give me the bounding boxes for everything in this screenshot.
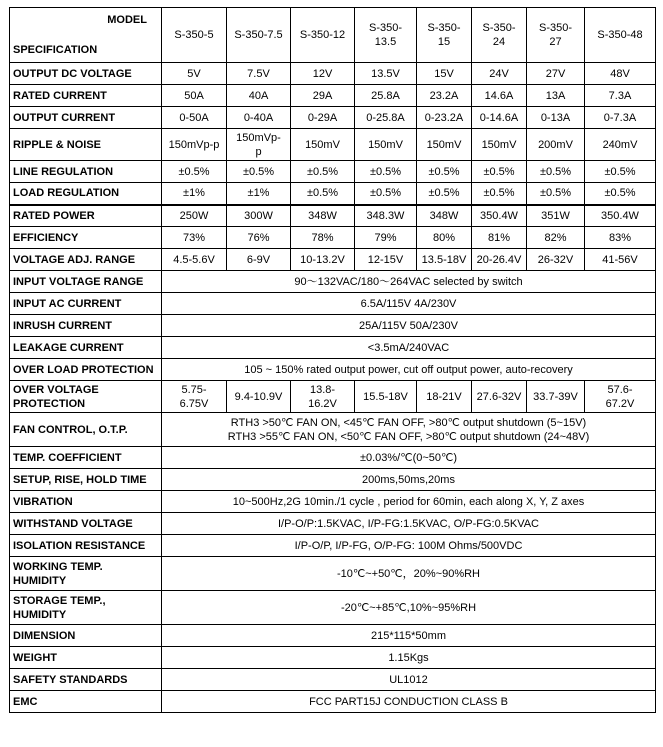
spec-value-cell: 9.4-10.9V: [227, 381, 291, 413]
spec-row-label: INRUSH CURRENT: [10, 315, 162, 337]
spec-row: [10, 669, 656, 691]
spec-table-container: [9, 7, 655, 713]
spec-row-label: TEMP. COEFFICIENT: [10, 447, 162, 469]
spec-value-cell: ±1%: [162, 183, 227, 205]
spec-row: [10, 107, 656, 129]
spec-row-label: OVER LOAD PROTECTION: [10, 359, 162, 381]
spec-value-cell: ±0.5%: [585, 183, 656, 205]
spec-value-cell: 13.5V: [355, 63, 417, 85]
spec-value-cell: 150mV: [417, 129, 472, 161]
spec-value-cell: 14.6A: [472, 85, 527, 107]
spec-value-cell: 78%: [291, 227, 355, 249]
spec-value-cell: ±1%: [227, 183, 291, 205]
spec-value-cell: 13A: [527, 85, 585, 107]
spec-value-cell: 300W: [227, 205, 291, 227]
spec-value-span: 1.15Kgs: [162, 647, 656, 669]
spec-value-cell: 150mVp- p: [227, 129, 291, 161]
spec-row-label: SETUP, RISE, HOLD TIME: [10, 469, 162, 491]
spec-value-cell: ±0.5%: [417, 161, 472, 183]
spec-value-cell: 13.8- 16.2V: [291, 381, 355, 413]
spec-value-cell: 5V: [162, 63, 227, 85]
spec-row-label: VOLTAGE ADJ. RANGE: [10, 249, 162, 271]
spec-row: [10, 249, 656, 271]
spec-value-cell: 0-40A: [227, 107, 291, 129]
spec-value-cell: 4.5-5.6V: [162, 249, 227, 271]
spec-value-cell: ±0.5%: [291, 183, 355, 205]
spec-row: [10, 359, 656, 381]
spec-table: [9, 7, 656, 713]
spec-value-cell: 0-50A: [162, 107, 227, 129]
spec-value-span: 200ms,50ms,20ms: [162, 469, 656, 491]
model-header-2: S-350-12: [291, 8, 355, 63]
spec-row-label: OUTPUT CURRENT: [10, 107, 162, 129]
spec-value-cell: 348.3W: [355, 205, 417, 227]
spec-value-span: -10℃~+50℃，20%~90%RH: [162, 557, 656, 591]
spec-row: [10, 293, 656, 315]
spec-value-cell: 82%: [527, 227, 585, 249]
spec-row: [10, 271, 656, 293]
spec-row: [10, 591, 656, 625]
spec-value-cell: 33.7-39V: [527, 381, 585, 413]
spec-value-cell: 18-21V: [417, 381, 472, 413]
spec-row: [10, 205, 656, 227]
spec-row: [10, 183, 656, 205]
spec-value-cell: 41-56V: [585, 249, 656, 271]
header-row: [10, 8, 656, 63]
spec-value-span: -20℃~+85℃,10%~95%RH: [162, 591, 656, 625]
spec-value-cell: 76%: [227, 227, 291, 249]
spec-row-label: WEIGHT: [10, 647, 162, 669]
spec-row: [10, 447, 656, 469]
spec-row: [10, 129, 656, 161]
spec-value-cell: 15V: [417, 63, 472, 85]
spec-value-cell: 351W: [527, 205, 585, 227]
spec-row: [10, 491, 656, 513]
spec-value-cell: 0-14.6A: [472, 107, 527, 129]
spec-row-label: INPUT AC CURRENT: [10, 293, 162, 315]
spec-value-span: <3.5mA/240VAC: [162, 337, 656, 359]
spec-value-cell: 57.6- 67.2V: [585, 381, 656, 413]
spec-value-cell: 48V: [585, 63, 656, 85]
spec-value-cell: ±0.5%: [417, 183, 472, 205]
model-header-1: S-350-7.5: [227, 8, 291, 63]
model-header-0: S-350-5: [162, 8, 227, 63]
spec-value-span: 90～132VAC/180～264VAC selected by switch: [162, 271, 656, 293]
spec-value-span: RTH3 >50℃ FAN ON, <45℃ FAN OFF, >80℃ output shutdown (5~15V) RTH3 >55℃ FAN ON, <50℃ FAN OFF, >80℃ output shutdown (24~48V): [162, 413, 656, 447]
spec-value-cell: 7.5V: [227, 63, 291, 85]
spec-value-cell: ±0.5%: [162, 161, 227, 183]
spec-value-cell: 10-13.2V: [291, 249, 355, 271]
spec-value-cell: 20-26.4V: [472, 249, 527, 271]
spec-value-cell: 6-9V: [227, 249, 291, 271]
spec-row: [10, 625, 656, 647]
spec-value-cell: 0-23.2A: [417, 107, 472, 129]
spec-row: [10, 63, 656, 85]
spec-value-cell: 40A: [227, 85, 291, 107]
spec-value-cell: 350.4W: [472, 205, 527, 227]
spec-value-cell: ±0.5%: [585, 161, 656, 183]
spec-row: [10, 513, 656, 535]
spec-value-span: I/P-O/P:1.5KVAC, I/P-FG:1.5KVAC, O/P-FG:0.5KVAC: [162, 513, 656, 535]
spec-row-label: INPUT VOLTAGE RANGE: [10, 271, 162, 293]
spec-row: [10, 535, 656, 557]
spec-value-cell: 348W: [417, 205, 472, 227]
spec-value-cell: ±0.5%: [355, 161, 417, 183]
spec-row-label: ISOLATION RESISTANCE: [10, 535, 162, 557]
spec-row: [10, 557, 656, 591]
spec-value-cell: 29A: [291, 85, 355, 107]
spec-value-cell: 150mVp-p: [162, 129, 227, 161]
spec-value-cell: 0-7.3A: [585, 107, 656, 129]
spec-value-cell: 12-15V: [355, 249, 417, 271]
spec-value-span: FCC PART15J CONDUCTION CLASS B: [162, 691, 656, 713]
spec-value-span: 25A/115V 50A/230V: [162, 315, 656, 337]
spec-value-cell: 7.3A: [585, 85, 656, 107]
spec-row-label: VIBRATION: [10, 491, 162, 513]
spec-value-span: I/P-O/P, I/P-FG, O/P-FG: 100M Ohms/500VDC: [162, 535, 656, 557]
spec-row: [10, 647, 656, 669]
spec-row: [10, 85, 656, 107]
spec-value-span: ±0.03%/℃(0~50℃): [162, 447, 656, 469]
spec-value-span: 10~500Hz,2G 10min./1 cycle , period for 60min, each along X, Y, Z axes: [162, 491, 656, 513]
spec-value-cell: ±0.5%: [472, 183, 527, 205]
spec-value-cell: ±0.5%: [227, 161, 291, 183]
spec-value-cell: 83%: [585, 227, 656, 249]
spec-value-cell: 27.6-32V: [472, 381, 527, 413]
spec-row-label: OVER VOLTAGE PROTECTION: [10, 381, 162, 413]
spec-row-label: OUTPUT DC VOLTAGE: [10, 63, 162, 85]
spec-row-label: LEAKAGE CURRENT: [10, 337, 162, 359]
model-header-3: S-350- 13.5: [355, 8, 417, 63]
model-spec-header: [10, 8, 162, 63]
spec-row: [10, 227, 656, 249]
spec-value-cell: 0-29A: [291, 107, 355, 129]
spec-value-span: 6.5A/115V 4A/230V: [162, 293, 656, 315]
model-label: MODEL: [107, 14, 147, 26]
spec-value-span: UL1012: [162, 669, 656, 691]
spec-row: [10, 381, 656, 413]
spec-value-span: 215*115*50mm: [162, 625, 656, 647]
spec-value-cell: 81%: [472, 227, 527, 249]
spec-value-cell: 0-25.8A: [355, 107, 417, 129]
spec-value-cell: 25.8A: [355, 85, 417, 107]
spec-row-label: WITHSTAND VOLTAGE: [10, 513, 162, 535]
spec-row: [10, 337, 656, 359]
spec-value-cell: ±0.5%: [527, 161, 585, 183]
spec-value-cell: 350.4W: [585, 205, 656, 227]
spec-value-cell: 13.5-18V: [417, 249, 472, 271]
spec-value-cell: 200mV: [527, 129, 585, 161]
spec-value-cell: 23.2A: [417, 85, 472, 107]
spec-value-cell: 79%: [355, 227, 417, 249]
spec-value-cell: 240mV: [585, 129, 656, 161]
spec-value-cell: 27V: [527, 63, 585, 85]
spec-row-label: RATED CURRENT: [10, 85, 162, 107]
spec-value-cell: ±0.5%: [355, 183, 417, 205]
spec-value-cell: 250W: [162, 205, 227, 227]
spec-row-label: LOAD REGULATION: [10, 183, 162, 205]
spec-row-label: RATED POWER: [10, 205, 162, 227]
spec-value-cell: ±0.5%: [291, 161, 355, 183]
spec-row-label: FAN CONTROL, O.T.P.: [10, 413, 162, 447]
spec-value-cell: 26-32V: [527, 249, 585, 271]
spec-value-cell: 5.75- 6.75V: [162, 381, 227, 413]
spec-value-cell: 73%: [162, 227, 227, 249]
spec-value-cell: 24V: [472, 63, 527, 85]
spec-row-label: WORKING TEMP. HUMIDITY: [10, 557, 162, 591]
spec-row-label: LINE REGULATION: [10, 161, 162, 183]
spec-value-cell: 150mV: [355, 129, 417, 161]
spec-row: [10, 469, 656, 491]
spec-row-label: DIMENSION: [10, 625, 162, 647]
spec-row: [10, 413, 656, 447]
spec-value-cell: 0-13A: [527, 107, 585, 129]
spec-value-cell: ±0.5%: [527, 183, 585, 205]
spec-row-label: EFFICIENCY: [10, 227, 162, 249]
spec-row-label: EMC: [10, 691, 162, 713]
spec-row-label: STORAGE TEMP., HUMIDITY: [10, 591, 162, 625]
spec-row: [10, 161, 656, 183]
model-header-6: S-350- 27: [527, 8, 585, 63]
spec-value-cell: 15.5-18V: [355, 381, 417, 413]
spec-row-label: RIPPLE & NOISE: [10, 129, 162, 161]
spec-value-cell: 12V: [291, 63, 355, 85]
model-header-4: S-350- 15: [417, 8, 472, 63]
spec-row-label: SAFETY STANDARDS: [10, 669, 162, 691]
spec-value-span: 105 ~ 150% rated output power, cut off output power, auto-recovery: [162, 359, 656, 381]
spec-value-cell: 348W: [291, 205, 355, 227]
spec-label: SPECIFICATION: [13, 44, 98, 56]
spec-row: [10, 315, 656, 337]
spec-table-body: [10, 8, 656, 713]
spec-value-cell: 150mV: [472, 129, 527, 161]
spec-value-cell: 80%: [417, 227, 472, 249]
spec-value-cell: 150mV: [291, 129, 355, 161]
model-header-5: S-350- 24: [472, 8, 527, 63]
model-header-7: S-350-48: [585, 8, 656, 63]
spec-row: [10, 691, 656, 713]
spec-value-cell: 50A: [162, 85, 227, 107]
spec-value-cell: ±0.5%: [472, 161, 527, 183]
